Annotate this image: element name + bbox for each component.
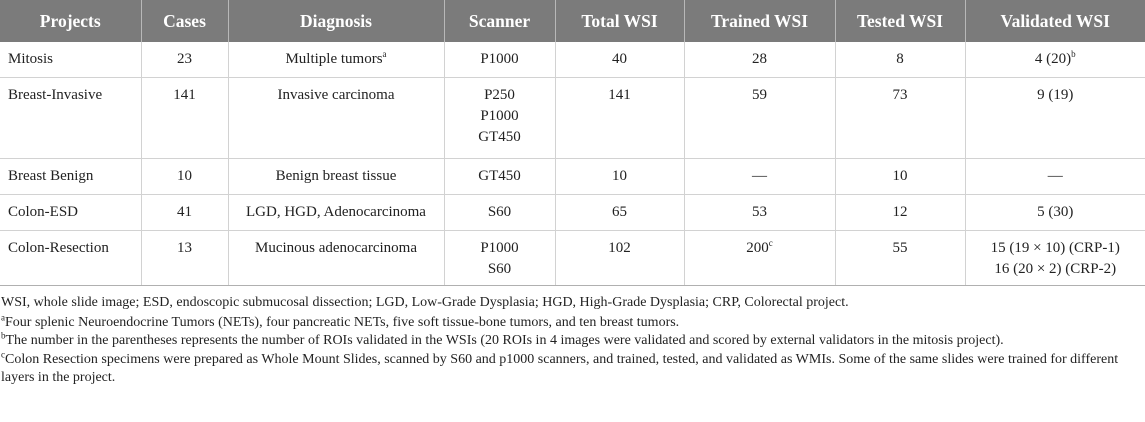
cell-cases: 13 [141, 231, 228, 286]
cell-total-wsi: 102 [555, 231, 684, 286]
cell-validated-wsi [965, 159, 1145, 195]
table-notes [0, 286, 1145, 388]
cell-project: Colon-ESD [0, 195, 141, 231]
validated-text: 16 (20 × 2) (CRP-2) [994, 261, 1117, 277]
validated-text: 9 (19) [1037, 87, 1074, 103]
footnote-mark: b [1071, 49, 1076, 59]
column-header-total-wsi: Total WSI [555, 0, 684, 42]
cell-scanner [444, 159, 555, 195]
cell-scanner [444, 195, 555, 231]
cell-tested-wsi: 12 [835, 195, 965, 231]
diagnosis-text: LGD, HGD, Adenocarcinoma [246, 204, 426, 220]
cell-cases: 23 [141, 42, 228, 78]
footnote-text: The number in the parentheses represents the number of ROIs validated in the WSIs (20 ROIs in 4 images were validated and scored by external validators in the mitosis project). [5, 333, 1004, 348]
diagnosis-text: Benign breast tissue [275, 168, 397, 184]
column-header-projects: Projects [0, 0, 141, 42]
cell-total-wsi: 10 [555, 159, 684, 195]
cell-tested-wsi: 8 [835, 42, 965, 78]
footnote-mark: b [1, 330, 6, 341]
cell-validated-wsi [965, 231, 1145, 286]
header-row [0, 0, 1145, 42]
footnote-mark: a [1, 311, 5, 322]
cell-trained-wsi [684, 231, 835, 286]
footnote [1, 311, 1143, 333]
diagnosis-text: Mucinous adenocarcinoma [254, 240, 418, 256]
scanner-name: S60 [487, 261, 512, 277]
scanner-name: P250 [484, 87, 515, 103]
table-row [0, 78, 1145, 159]
trained-text: 200 [746, 240, 769, 256]
footnote-mark: c [1, 348, 5, 359]
cell-scanner [444, 78, 555, 159]
table-row [0, 42, 1145, 78]
validated-text: 15 (19 × 10) (CRP-1) [990, 240, 1120, 256]
scanner-name: S60 [487, 204, 512, 220]
cell-total-wsi: 65 [555, 195, 684, 231]
column-header-trained-wsi: Trained WSI [684, 0, 835, 42]
cell-cases: 10 [141, 159, 228, 195]
cell-scanner [444, 231, 555, 286]
cell-tested-wsi: 55 [835, 231, 965, 286]
cell-validated-wsi [965, 42, 1145, 78]
abbreviations-note: WSI, whole slide image; ESD, endoscopic submucosal dissection; LGD, Low-Grade Dysplasia; HGD, High-Grade Dysplasia; CRP, Colorectal project. [1, 295, 849, 310]
cell-diagnosis [228, 195, 444, 231]
cell-diagnosis [228, 231, 444, 286]
scanner-name: GT450 [478, 168, 521, 184]
cell-trained-wsi: — [684, 159, 835, 195]
footnote-mark: c [768, 238, 773, 248]
validated-text: 5 (30) [1037, 204, 1074, 220]
cell-project: Breast-Invasive [0, 78, 141, 159]
cell-tested-wsi: 10 [835, 159, 965, 195]
footnote-text: Four splenic Neuroendocrine Tumors (NETs), four pancreatic NETs, five soft tissue-bone tumors, and ten breast tumors. [5, 314, 680, 330]
cell-diagnosis [228, 78, 444, 159]
diagnosis-text: Multiple tumors [285, 51, 383, 67]
cell-project: Mitosis [0, 42, 141, 78]
scanner-name: P1000 [480, 51, 519, 67]
cell-trained-wsi: 53 [684, 195, 835, 231]
column-header-validated-wsi: Validated WSI [965, 0, 1145, 42]
cell-diagnosis [228, 42, 444, 78]
cell-validated-wsi [965, 195, 1145, 231]
cell-cases: 41 [141, 195, 228, 231]
footnote-text: Colon Resection specimens were prepared as Whole Mount Slides, scanned by S60 and p1000 scanners, and trained, tested, and validated as WMIs. Some of the same slides were trained for different layers in the project. [1, 351, 1119, 385]
cell-diagnosis [228, 159, 444, 195]
table-row [0, 231, 1145, 286]
column-header-cases: Cases [141, 0, 228, 42]
column-header-scanner: Scanner [444, 0, 555, 42]
cell-total-wsi: 141 [555, 78, 684, 159]
cell-validated-wsi [965, 78, 1145, 159]
footnote-mark: a [382, 49, 387, 59]
validated-text: — [1047, 168, 1063, 184]
cell-project: Colon-Resection [0, 231, 141, 286]
scanner-name: GT450 [478, 129, 521, 145]
cell-scanner [444, 42, 555, 78]
cell-total-wsi: 40 [555, 42, 684, 78]
column-header-diagnosis: Diagnosis [228, 0, 444, 42]
footnote [1, 332, 1143, 351]
cell-tested-wsi: 73 [835, 78, 965, 159]
table-row [0, 159, 1145, 195]
cell-cases: 141 [141, 78, 228, 159]
scanner-name: P1000 [480, 240, 519, 256]
diagnosis-text: Invasive carcinoma [277, 87, 395, 103]
table-row [0, 195, 1145, 231]
cell-project: Breast Benign [0, 159, 141, 195]
cell-trained-wsi: 28 [684, 42, 835, 78]
column-header-tested-wsi: Tested WSI [835, 0, 965, 42]
cell-trained-wsi: 59 [684, 78, 835, 159]
footnote [1, 348, 1143, 388]
scanner-name: P1000 [480, 108, 519, 124]
validated-text: 4 (20) [1034, 51, 1072, 67]
